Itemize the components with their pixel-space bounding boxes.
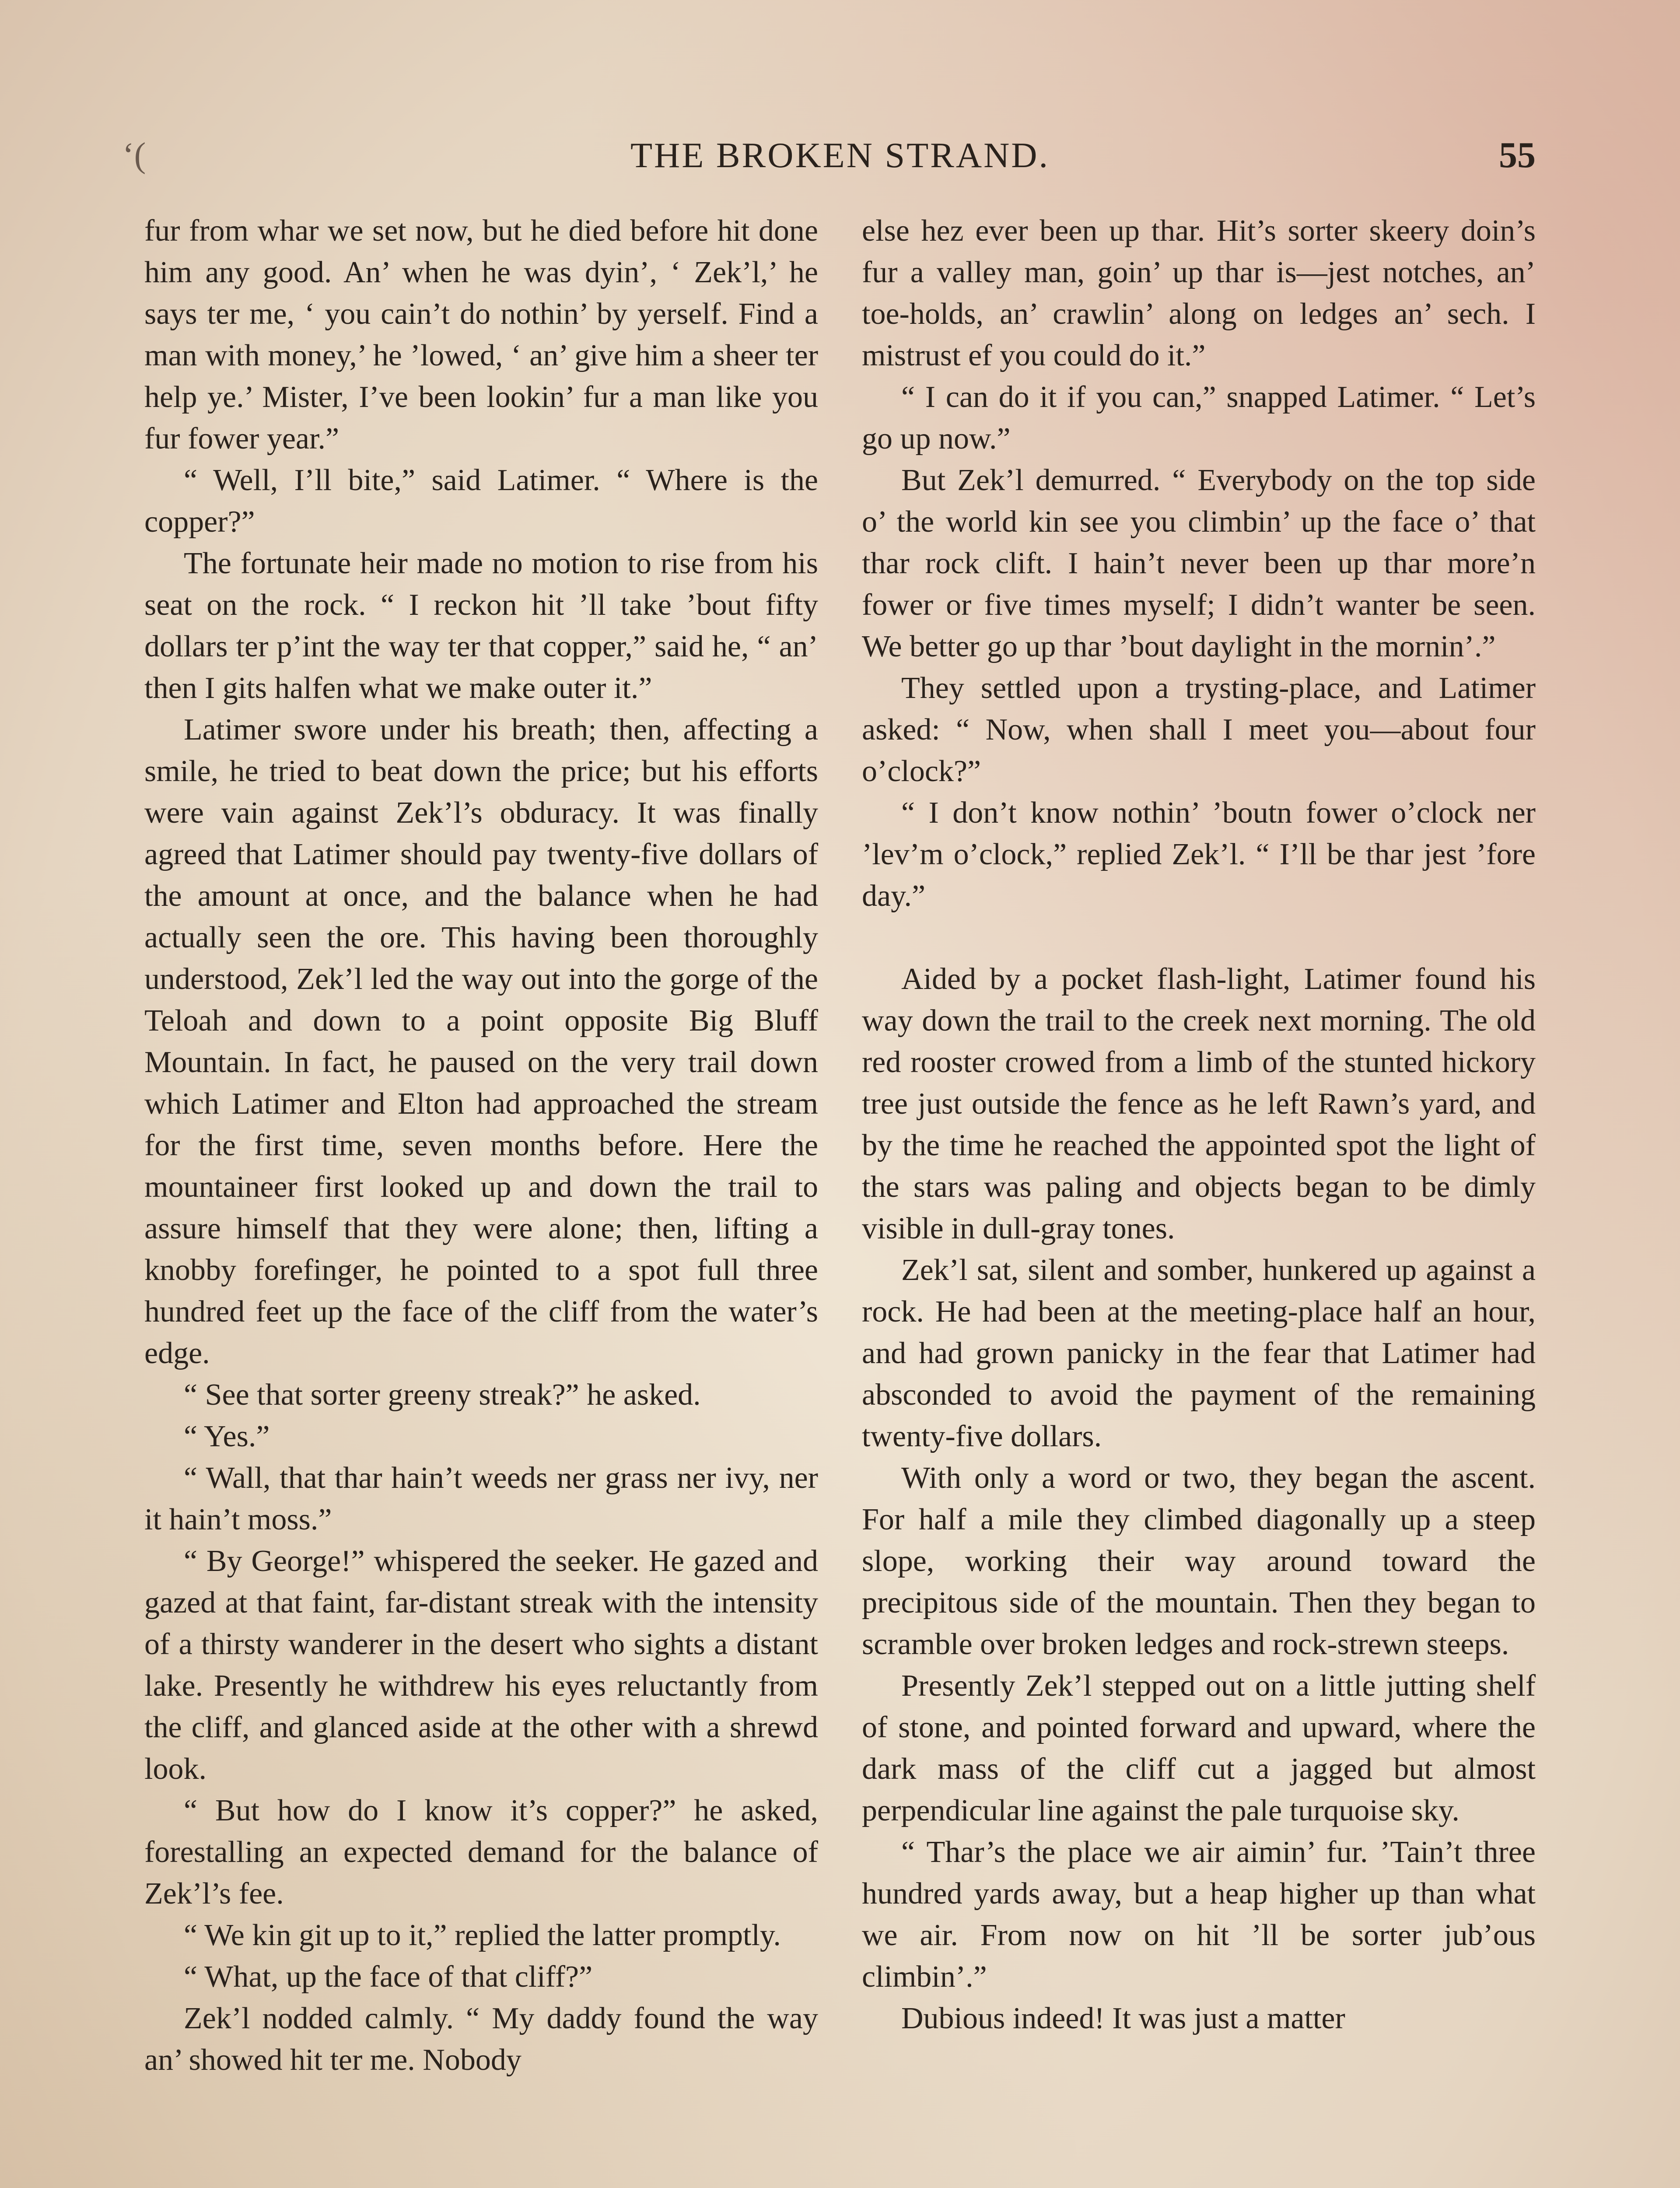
paragraph: “ Well, I’ll bite,” said Latimer. “ Where is the copper?” (144, 463, 818, 539)
header-mark: ‘( (122, 136, 146, 175)
paragraph: “ By George!” whispered the seeker. He gazed and gazed at that faint, far-distant streak with the intensity of a thirsty wanderer in the desert who sights a distant lake. Presently he withdrew his eyes reluctantly from the cliff, and glanced aside at the other with a shrewd look. (144, 1544, 818, 1786)
paragraph: “ Thar’s the place we air aimin’ fur. ’Tain’t three hundred yards away, but a heap higher up than what we air. From now on hit ’ll be sorter jub’ous climbin’.” (862, 1835, 1536, 1994)
paragraph: Latimer swore under his breath; then, affecting a smile, he tried to beat down the price; but his efforts were vain against Zek’l’s obduracy. It was finally agreed that Latimer should pay twenty-five dollars of the amount at once, and the balance when he had actually seen the ore. This having been thoroughly understood, Zek’l led the way out into the gorge of the Teloah and down to a point opposite Big Bluff Mountain. In fact, he paused on the very trail down which Latimer and Elton had approached the stream for the first time, seven months before. Here the mountaineer first looked up and down the trail to assure himself that they were alone; then, lifting a knobby forefinger, he pointed to a spot full three hundred feet up the face of the cliff from the water’s edge. (144, 713, 818, 1370)
paragraph: Zek’l sat, silent and somber, hunkered up against a rock. He had been at the meeting-place half an hour, and had grown panicky in the fear that Latimer had absconded to avoid the payment of the remaining twenty-five dollars. (862, 1253, 1536, 1453)
paragraph: Aided by a pocket flash-light, Latimer found his way down the trail to the creek next morning. The old red rooster crowed from a limb of the stunted hickory tree just outside the fence as he left Rawn’s yard, and by the time he reached the appointed spot the light of the stars was paling and objects began to be dimly visible in dull-gray tones. (862, 962, 1536, 1245)
paragraph: “ See that sorter greeny streak?” he asked. (184, 1378, 701, 1412)
paragraph: “ Yes.” (184, 1420, 270, 1453)
paragraph: Zek’l nodded calmly. “ My daddy found the way an’ showed hit ter me. Nobody (144, 2002, 818, 2077)
paragraph: Dubious indeed! It was just a matter (901, 2002, 1345, 2035)
paragraph: They settled upon a trysting-place, and Latimer asked: “ Now, when shall I meet you—about four o’clock?” (862, 671, 1536, 788)
text-columns (144, 210, 1536, 2188)
paragraph: “ I don’t know nothin’ ’boutn fower o’clock ner ’lev’m o’clock,” replied Zek’l. “ I’ll be thar jest ’fore day.” (862, 796, 1536, 913)
paragraph: Presently Zek’l stepped out on a little jutting shelf of stone, and pointed forward and upward, where the dark mass of the cliff cut a jagged but almost perpendicular line against the pale turquoise sky. (862, 1669, 1536, 1827)
paragraph: “ Wall, that thar hain’t weeds ner grass ner ivy, ner it hain’t moss.” (144, 1461, 818, 1536)
paragraph: “ I can do it if you can,” snapped Latimer. “ Let’s go up now.” (862, 380, 1536, 456)
page-header (122, 131, 1536, 179)
paragraph: “ What, up the face of that cliff?” (184, 1960, 593, 1994)
paragraph: “ We kin git up to it,” replied the latter promptly. (184, 1918, 781, 1952)
running-title: THE BROKEN STRAND. (630, 135, 1050, 175)
paragraph: With only a word or two, they began the ascent. For half a mile they climbed diagonally up a steep slope, working their way around toward the precipitous side of the mountain. Then they began to scramble over broken ledges and rock-strewn steeps. (862, 1461, 1536, 1661)
page-number: 55 (1499, 135, 1536, 175)
right-column (862, 210, 1536, 2188)
paragraph: But Zek’l demurred. “ Everybody on the top side o’ the world kin see you climbin’ up the face o’ that thar rock clift. I hain’t never been up thar more’n fower or five times myself; I didn’t wanter be seen. We better go up thar ’bout daylight in the mornin’.” (862, 463, 1536, 663)
paragraph: “ But how do I know it’s copper?” he asked, forestalling an expected demand for the balance of Zek’l’s fee. (144, 1794, 818, 1911)
paragraph: fur from whar we set now, but he died before hit done him any good. An’ when he was dyin’, ‘ Zek’l,’ he says ter me, ‘ you cain’t do nothin’ by yerself. Find a man with money,’ he ’lowed, ‘ an’ give him a sheer ter help ye.’ Mister, I’ve been lookin’ fur a man like you fur fower year.” (144, 214, 818, 456)
left-column (144, 210, 818, 2188)
paragraph: The fortunate heir made no motion to rise from his seat on the rock. “ I reckon hit ’ll take ’bout fifty dollars ter p’int the way ter that copper,” said he, “ an’ then I gits halfen what we make outer it.” (144, 547, 818, 705)
paragraph: else hez ever been up thar. Hit’s sorter skeery doin’s fur a valley man, goin’ up thar is—jest notches, an’ toe-holds, an’ crawlin’ along on ledges an’ sech. I mistrust ef you could do it.” (862, 214, 1536, 372)
